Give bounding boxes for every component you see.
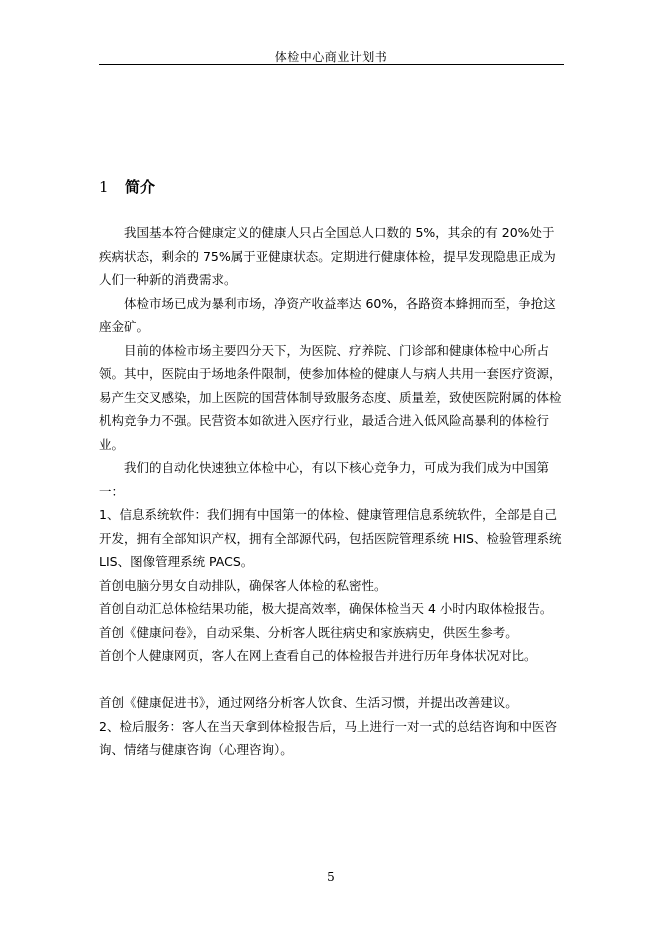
list-item: 首创电脑分男女自动排队，确保客人体检的私密性。	[99, 577, 387, 593]
list-item: 首创《健康促进书》，通过网络分析客人饮食、生活习惯，并提出改善建议。	[99, 695, 518, 710]
page-number: 5	[327, 870, 335, 884]
list-item: 首创自动汇总体检结果功能，极大提高效率，确保体检当天 4 小时内取体检报告。	[99, 601, 553, 616]
section-title: 简介	[125, 178, 156, 196]
list-item: 1、信息系统软件：我们拥有中国第一的体检、健康管理信息系统软件，全部是自己开发，拥有全部知识产权，拥有全部源代码，包括医院管理系统 HIS、检验管理系统 LIS、图像管理系统 PACS。	[99, 507, 562, 569]
header-divider	[99, 64, 564, 65]
document-body	[99, 221, 564, 762]
paragraph: 我国基本符合健康定义的健康人只占全国总人口数的 5%，其余的有 20%处于疾病状态，剩余的 75%属于亚健康状态。定期进行健康体检，提早发现隐患正成为人们一种新的消费需求。	[99, 225, 556, 287]
blank-line	[99, 668, 564, 692]
paragraph: 我们的自动化快速独立体检中心，有以下核心竞争力，可成为我们成为中国第一：	[99, 460, 550, 499]
paragraph: 体检市场已成为暴利市场，净资产收益率达 60%，各路资本蜂拥而至，争抢这座金矿。	[99, 295, 556, 334]
paragraph: 目前的体检市场主要四分天下，为医院、疗养院、门诊部和健康体检中心所占领。其中，医院由于场地条件限制，使参加体检的健康人与病人共用一套医疗资源，易产生交叉感染，加上医院的国营体制导致服务态度、质量差，致使医院附属的体检机构竞争力不强。民营资本如欲进入医疗行业，最适合进入低风险高暴利的体检行业。	[99, 342, 562, 452]
list-item: 首创《健康问卷》，自动采集、分析客人既往病史和家族病史，供医生参考。	[99, 624, 518, 640]
list-item: 首创个人健康网页，客人在网上查看自己的体检报告并进行历年身体状况对比。	[99, 648, 537, 663]
section-number: 1	[99, 178, 109, 196]
list-item: 2、检后服务：客人在当天拿到体检报告后，马上进行一对一式的总结咨询和中医咨询、情绪与健康咨询（心理咨询）。	[99, 718, 557, 757]
section-heading	[99, 177, 155, 197]
page-header-title: 体检中心商业计划书	[274, 50, 388, 64]
